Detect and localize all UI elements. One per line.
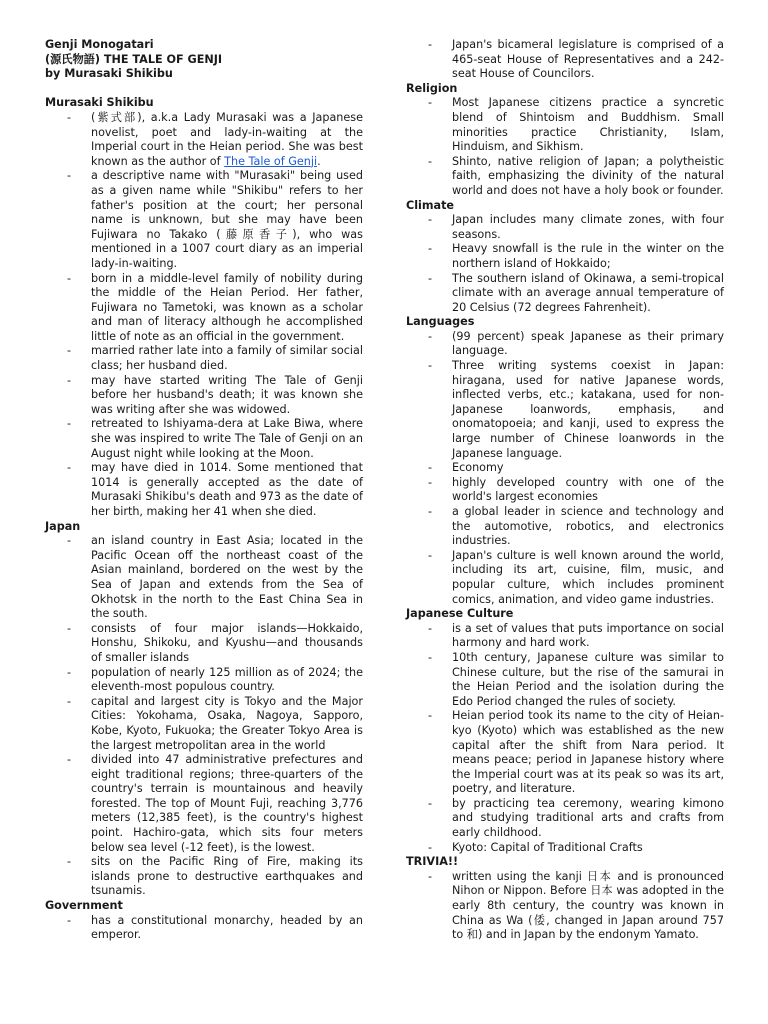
list-item: - population of nearly 125 million as of 2024; the eleventh-most populous country. [45, 666, 363, 695]
list-item: - Economy [406, 461, 724, 476]
list-item: - Japan's bicameral legislature is comprised of a 465-seat House of Representatives and a 242-seat House of Councilors. [406, 38, 724, 82]
section-heading-murasaki: Murasaki Shikibu [45, 96, 154, 110]
document-title: Genji Monogatari [45, 38, 154, 51]
list-item: - Japan includes many climate zones, with four seasons. [406, 213, 724, 242]
list-item: - an island country in East Asia; located in the Pacific Ocean off the northeast coast of the Asian mainland, bordered on the west by the Sea of Japan and extends from the Sea of Okhotsk in the north to the East China Sea in the south. [45, 534, 363, 622]
list-item: - Japan's culture is well known around the world, including its art, cuisine, film, music, and popular culture, which includes prominent comics, animation, and video game industries. [406, 549, 724, 607]
list-item: - 10th century, Japanese culture was similar to Chinese culture, but the rise of the samurai in the Heian Period and the isolation during the Edo Period changed the rules of society. [406, 651, 724, 709]
section-heading-japan: Japan [45, 519, 81, 533]
japan-list [45, 534, 363, 899]
list-item: - divided into 47 administrative prefectures and eight traditional regions; three-quarters of the country's terrain is mountainous and heavily forested. The top of Mount Fuji, reaching 3,776 meters (12,385 feet), is the country's highest point. Hachiro-gata, which sits four meters below sea level (-12 feet), is the lowest. [45, 753, 363, 855]
list-item: - (99 percent) speak Japanese as their primary language. [406, 330, 724, 359]
list-item: - born in a middle-level family of nobility during the middle of the Heian Period. Her father, Fujiwara no Tametoki, was known as a scholar and man of literacy although he accomplished little of note as an official in the government. [45, 272, 363, 345]
left-column [45, 38, 363, 943]
list-item: - a global leader in science and technology and the automotive, robotics, and electronics industries. [406, 505, 724, 549]
list-item: - sits on the Pacific Ring of Fire, making its islands prone to destructive earthquakes and tsunamis. [45, 855, 363, 899]
list-item: - Most Japanese citizens practice a syncretic blend of Shintoism and Buddhism. Small minorities practice Christianity, Islam, Hinduism, and Sikhism. [406, 96, 724, 154]
list-item: - (紫式部), a.k.a Lady Murasaki was a Japanese novelist, poet and lady-in-waiting at the Imperial court in the Heian period. She was best known as the author of The Tale of Genji. [45, 111, 363, 169]
section-heading-japanese-culture: Japanese Culture [406, 607, 514, 621]
list-item: - by practicing tea ceremony, wearing kimono and studying traditional arts and crafts from early childhood. [406, 797, 724, 841]
section-heading-religion: Religion [406, 81, 458, 95]
list-item: - capital and largest city is Tokyo and the Major Cities: Yokohama, Osaka, Nagoya, Sapporo, Kobe, Kyoto, Fukuoka; the Greater Tokyo Area is the largest metropolitan area in the world [45, 695, 363, 753]
list-item: - Heian period took its name to the city of Heian-kyo (Kyoto) which was established as the new capital after the shift from Nara period. It means peace; period in Japanese history where the Imperial court was at its peak so was its art, poetry, and literature. [406, 709, 724, 797]
list-item: - The southern island of Okinawa, a semi-tropical climate with an average annual temperature of 20 Celsius (72 degrees Fahrenheit). [406, 272, 724, 316]
list-item: - Shinto, native religion of Japan; a polytheistic faith, emphasizing the divinity of the natural world and does not have a holy book or founder. [406, 155, 724, 199]
list-item: - Three writing systems coexist in Japan: hiragana, used for native Japanese words, inflected verbs, etc.; katakana, used for non-Japanese loanwords, emphasis, and onomatopoeia; and kanji, used to express the large number of Chinese loanwords in the Japanese language. [406, 359, 724, 461]
trivia-list [406, 870, 724, 943]
list-item: - Kyoto: Capital of Traditional Crafts [406, 841, 724, 856]
religion-list [406, 96, 724, 198]
list-item: - written using the kanji 日本 and is pronounced Nihon or Nippon. Before 日本 was adopted in the early 8th century, the country was known in China as Wa (倭, changed in Japan around 757 to 和) and in Japan by the endonym Yamato. [406, 870, 724, 943]
list-item: - a descriptive name with "Murasaki" being used as a given name while "Shikibu" refers to her father's position at the court; her personal name is unknown, but she may have been Fujiwara no Takako (藤原香子), who was mentioned in a 1007 court diary as an imperial lady-in-waiting. [45, 169, 363, 271]
list-item: - highly developed country with one of the world's largest economies [406, 476, 724, 505]
list-item: - has a constitutional monarchy, headed by an emperor. [45, 914, 363, 943]
section-heading-trivia: TRIVIA!! [406, 855, 459, 869]
list-item: - retreated to Ishiyama-dera at Lake Biwa, where she was inspired to write The Tale of Genji on an August night while looking at the Moon. [45, 417, 363, 461]
document-author: by Murasaki Shikibu [45, 67, 173, 81]
tale-of-genji-link[interactable]: The Tale of Genji [224, 154, 318, 168]
document-subtitle: (源氏物語) THE TALE OF GENJI [45, 52, 223, 66]
culture-list [406, 622, 724, 856]
list-item: - may have started writing The Tale of Genji before her husband's death; it was known she was writing after she was widowed. [45, 374, 363, 418]
list-item: - is a set of values that puts importance on social harmony and hard work. [406, 622, 724, 651]
list-item: - Heavy snowfall is the rule in the winter on the northern island of Hokkaido; [406, 242, 724, 271]
languages-list [406, 330, 724, 607]
list-item: - consists of four major islands—Hokkaido, Honshu, Shikoku, and Kyushu—and thousands of smaller islands [45, 622, 363, 666]
list-item: - may have died in 1014. Some mentioned that 1014 is generally accepted as the date of Murasaki Shikibu's death and 973 as the date of her birth, making her 41 when she died. [45, 461, 363, 519]
section-heading-climate: Climate [406, 198, 455, 212]
murasaki-list [45, 111, 363, 520]
government-list [45, 914, 363, 943]
section-heading-government: Government [45, 899, 123, 913]
section-heading-languages: Languages [406, 315, 475, 329]
climate-list [406, 213, 724, 315]
government-continued-list [406, 38, 724, 82]
list-item: - married rather late into a family of similar social class; her husband died. [45, 344, 363, 373]
right-column [406, 38, 724, 943]
